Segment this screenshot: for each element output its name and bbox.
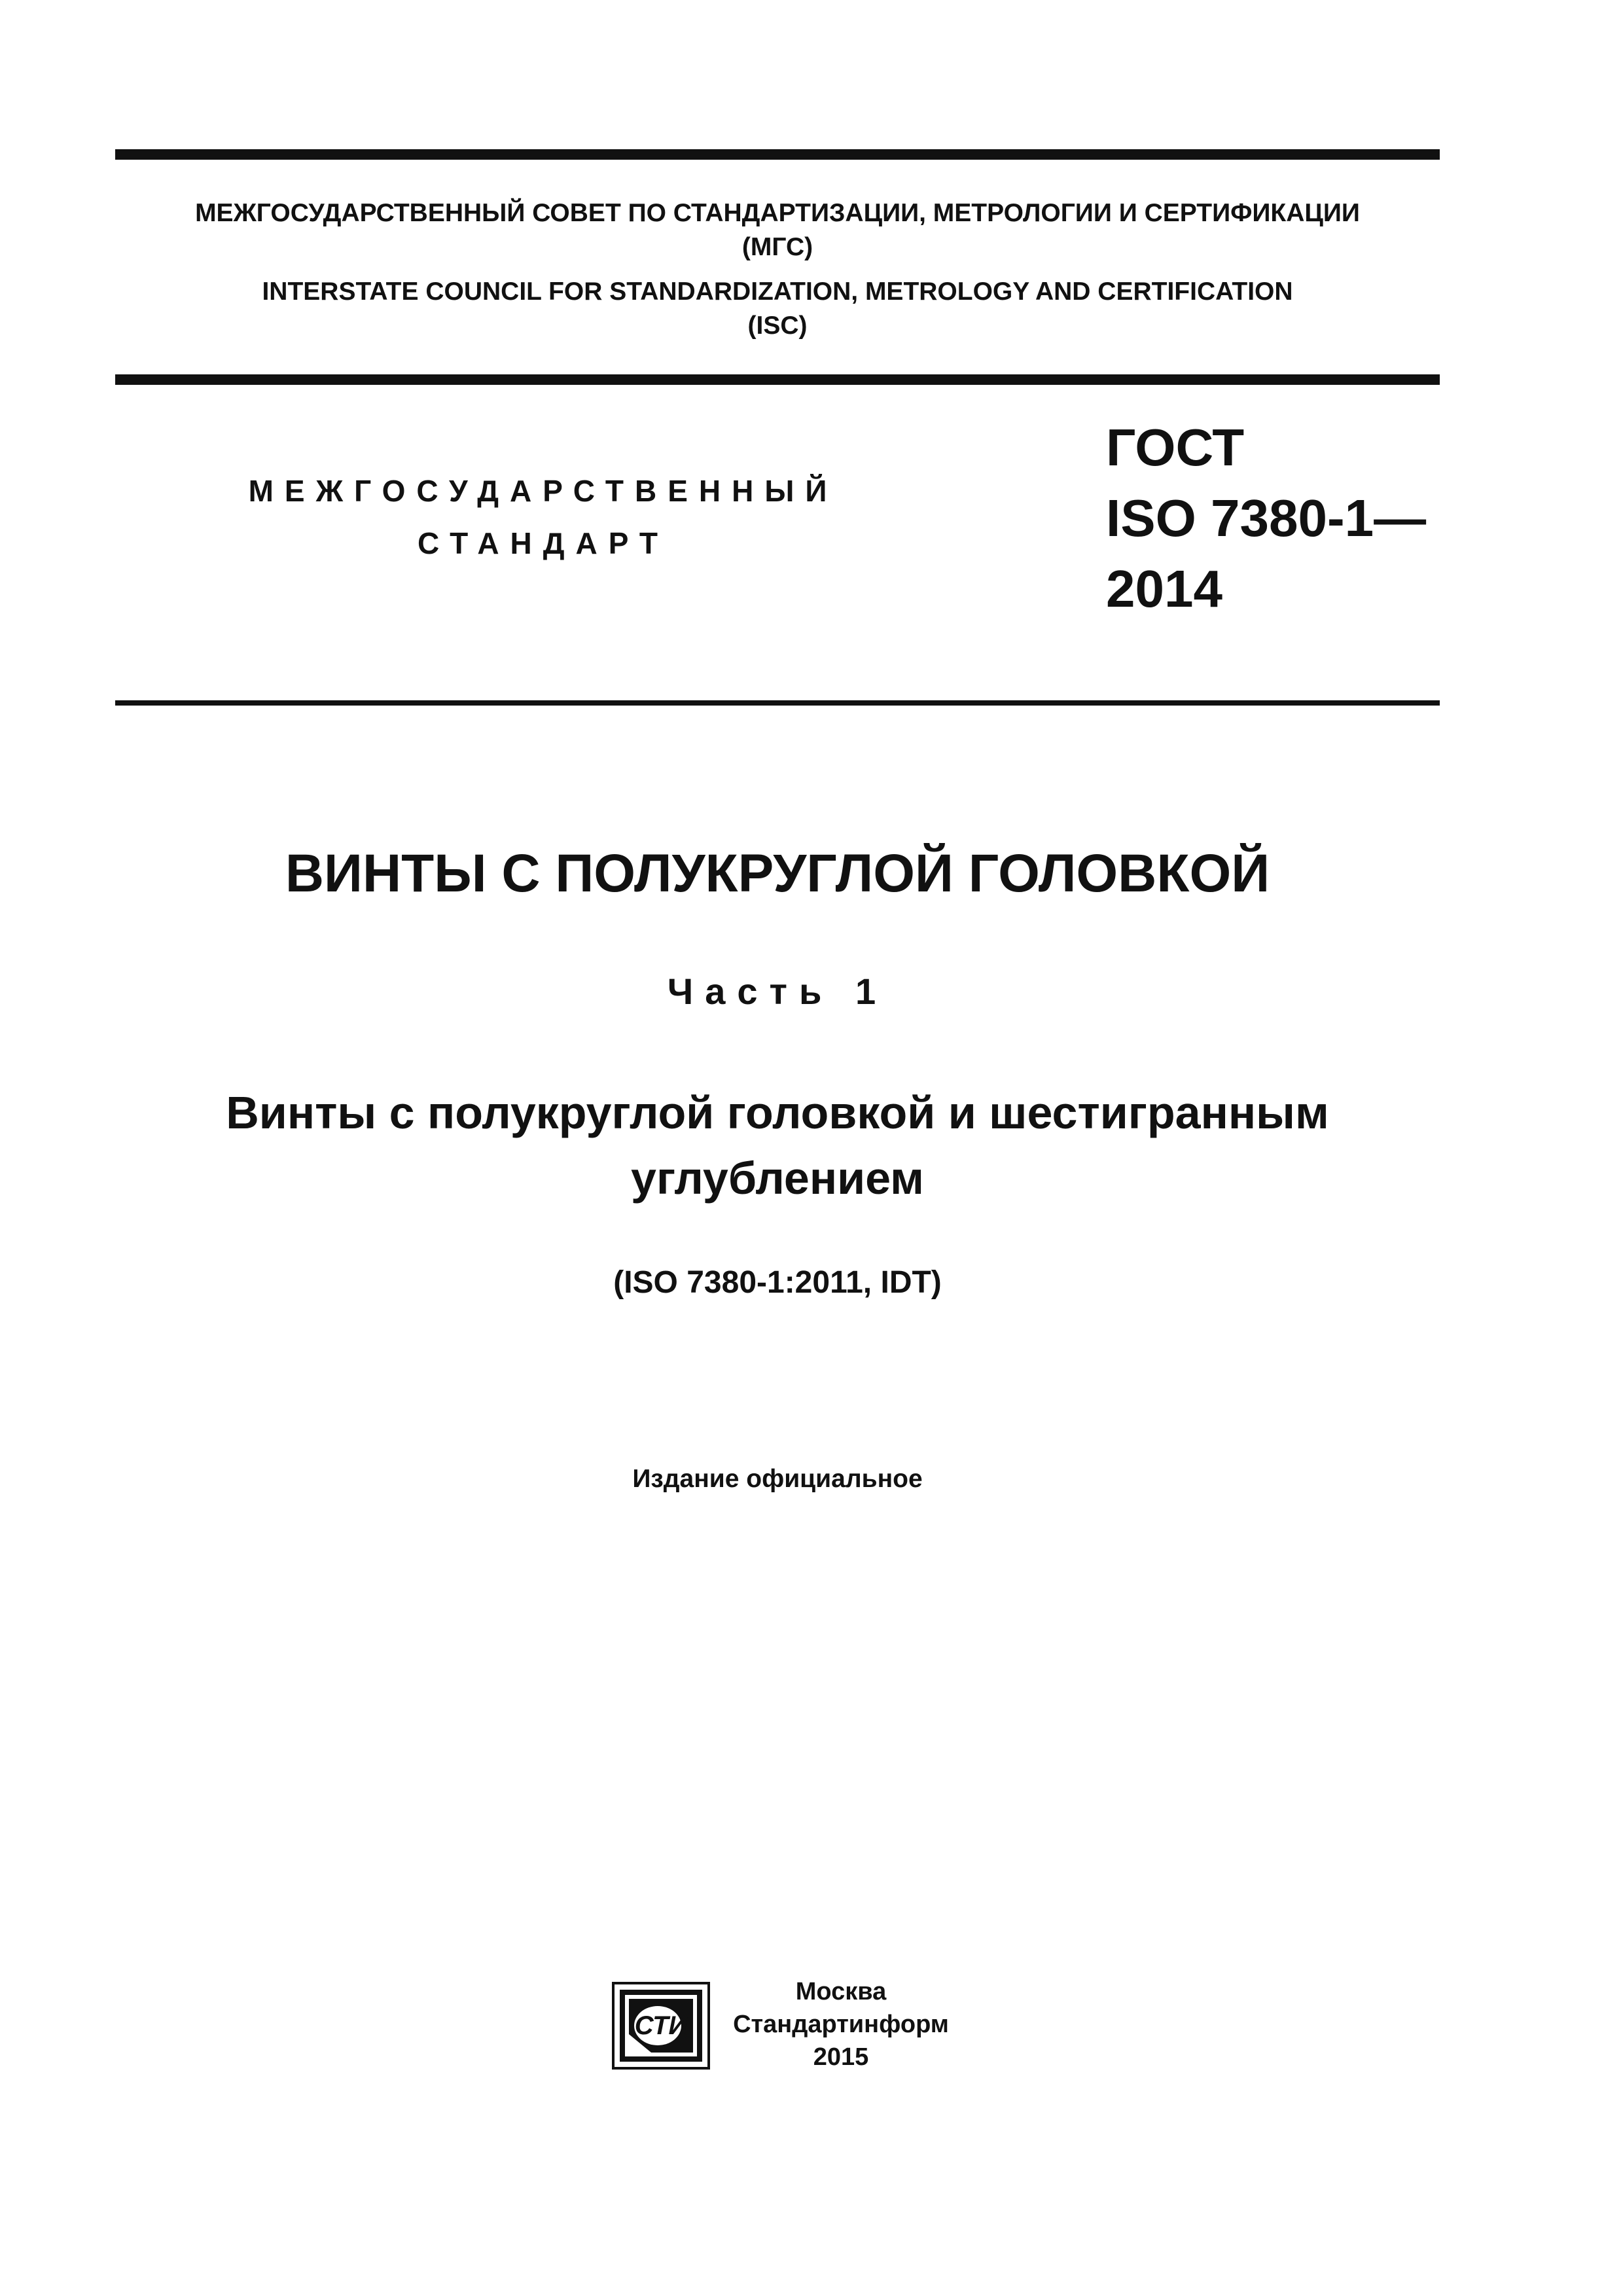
council-name-en: [115, 275, 1440, 343]
council-name-ru-line1: МЕЖГОСУДАРСТВЕННЫЙ СОВЕТ ПО СТАНДАРТИЗАЦИИ, МЕТРОЛОГИИ И СЕРТИФИКАЦИИ: [195, 199, 1360, 227]
standard-designation: [1106, 412, 1446, 624]
publisher-info: [713, 1975, 969, 2073]
council-name-en-line1: INTERSTATE COUNCIL FOR STANDARDIZATION, METROLOGY AND CERTIFICATION: [262, 278, 1293, 306]
standard-kind-line2: СТАНДАРТ: [418, 526, 669, 560]
bottom-rule: [115, 700, 1440, 706]
document-subtitle: [115, 1080, 1440, 1211]
publisher-year: 2015: [813, 2043, 869, 2071]
council-abbr-ru: (МГС): [741, 233, 813, 261]
designation-line1: ГОСТ: [1106, 418, 1245, 476]
publisher-name: Стандартинформ: [733, 2011, 949, 2038]
standartinform-logo-icon: [612, 1982, 710, 2070]
standard-kind-line1: МЕЖГОСУДАРСТВЕННЫЙ: [248, 474, 838, 508]
publisher-city: Москва: [795, 1978, 887, 2005]
subtitle-line2: углублением: [631, 1153, 924, 1204]
document-title: ВИНТЫ С ПОЛУКРУГЛОЙ ГОЛОВКОЙ: [285, 844, 1270, 903]
middle-rule: [115, 374, 1440, 385]
designation-line2: ISO 7380-1—: [1106, 489, 1427, 547]
subtitle-line1: Винты с полукруглой головкой и шестигранным: [226, 1087, 1329, 1138]
logo-text: СТИ: [634, 2011, 688, 2040]
part-number: Часть 1: [667, 971, 888, 1012]
standard-kind: [216, 465, 870, 569]
top-rule: [115, 149, 1440, 160]
edition-note: Издание официальное: [632, 1465, 923, 1493]
iso-reference: (ISO 7380-1:2011, IDT): [613, 1265, 942, 1300]
council-abbr-en: (ISC): [747, 312, 808, 340]
council-name-ru: [115, 196, 1440, 264]
designation-line3: 2014: [1106, 560, 1222, 618]
